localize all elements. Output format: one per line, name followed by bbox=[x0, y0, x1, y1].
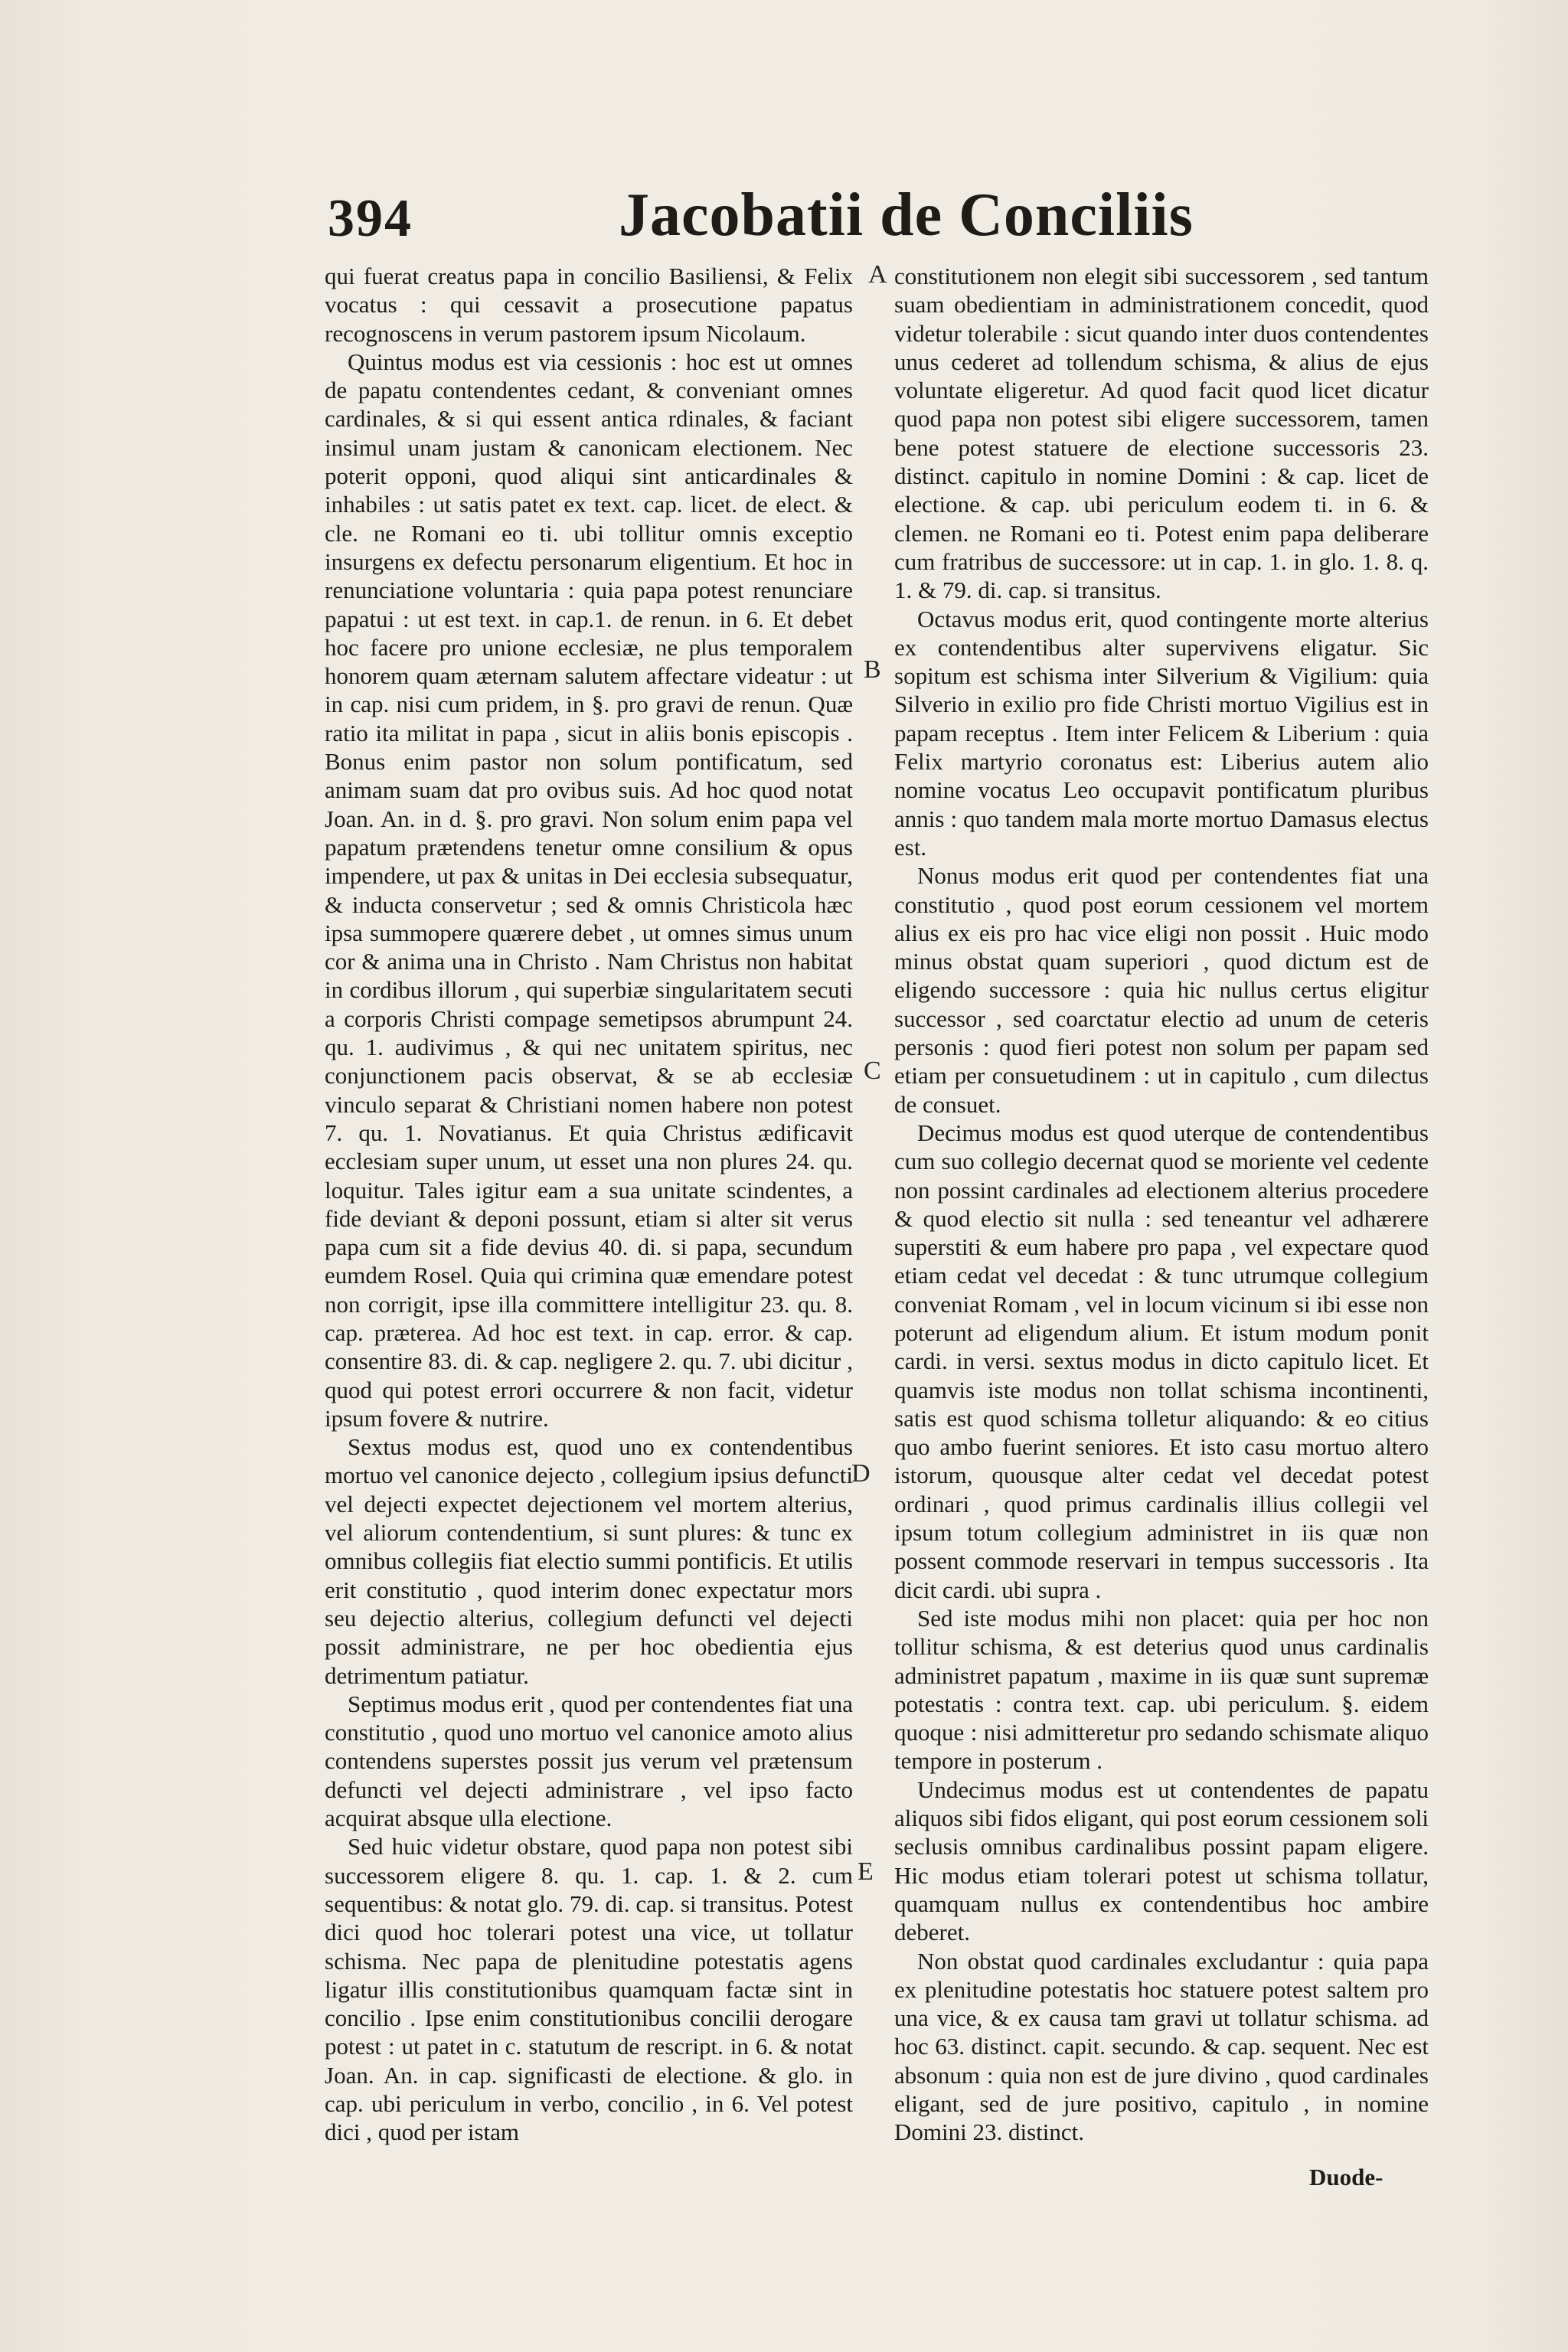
right-column bbox=[894, 262, 1429, 2147]
right-paragraph: Decimus modus est quod uterque de contendentibus cum suo collegio decernat quod se moriente vel cedente non possint cardinales ad electionem alterius procedere & quod electio sit nulla : sed teneantur vel adhærere superstiti & eum habere pro papa , vel expectare quod etiam cedat vel decedat : & tunc utrumque collegium conveniat Romam , vel in locum vicinum si ibi esse non poterunt ad eligendum alium. Et istum modum ponit cardi. in versi. sextus modus in dicto capitulo licet. Et quamvis iste modus non tollat schisma incontinenti, satis est quod schisma tolletur aliquando: & eo citius quo ambo fuerint seniores. Et isto casu mortuo altero istorum, quousque alter cedat vel decedat potest ordinari , quod primus cardinalis illius collegii vel ipsum totum collegium administret in iis quæ non possent commode reservari in tempus successoris . Ita dicit cardi. ubi supra . bbox=[894, 1119, 1429, 1603]
page-header bbox=[322, 181, 1432, 257]
right-paragraph: Octavus modus erit, quod contingente morte alterius ex contendentibus alter supervivens eligatur. Sic sopitum est schisma inter Silverium & Vigilium: quia Silverio in exilio pro fide Christi mortuo Vigilius est in papam receptus . Item inter Felicem & Liberium : quia Felix martyrio coronatus est: Liberius autem alio nomine vocatus Leo occupavit pontificatum pluribus annis : quo tandem mala morte mortuo Damasus electus est. bbox=[894, 605, 1429, 861]
margin-letter-d: D bbox=[851, 1459, 871, 1488]
right-paragraph: Undecimus modus est ut contendentes de papatu aliquos sibi fidos eligant, qui post eorum cessionem soli seclusis omnibus cardinalibus possint papam eligere. Hic modus etiam tolerari potest ut schisma tollatur, quamquam nullus ex contendentibus hoc ambire deberet. bbox=[894, 1775, 1429, 1946]
margin-letter-e: E bbox=[858, 1857, 874, 1886]
page-number: 394 bbox=[328, 189, 413, 248]
left-paragraph: Quintus modus est via cessionis : hoc est ut omnes de papatu contendentes cedant, & conveniant omnes cardinales, & si qui essent antica rdinales, & faciant insimul unam justam & canonicam electionem. Nec poterit opponi, quod aliqui sint anticardinales & inhabiles : ut satis patet ex text. cap. licet. de elect. & cle. ne Romani eo ti. ubi tollitur omnis exceptio insurgens ex defectu personarum eligentium. Et hoc in renunciatione voluntaria : quia papa potest renunciare papatui : ut est text. in cap.1. de renun. in 6. Et debet hoc facere pro unione ecclesiæ, ne plus temporalem honorem quam æternam salutem affectare videatur : ut in cap. nisi cum pridem, in §. pro gravi de renun. Quæ ratio ita militat in papa , sicut in aliis bonis episcopis . Bonus enim pastor non solum pontificatum, sed animam suam dat pro ovibus suis. Ad hoc quod notat Joan. An. in d. §. pro gravi. Non solum enim papa vel papatum prætendens tenetur omne consilium & opus impendere, ut pax & unitas in Dei ecclesia subsequatur, & inducta conservetur ; sed & omnis Christicola hæc ipsa summopere quærere debet , ut omnes simus unum cor & anima una in Christo . Nam Christus non habitat in cordibus illorum , qui superbiæ singularitatem secuti a corporis Christi compage semetipsos abrumpunt 24. qu. 1. audivimus , & qui nec unitatem spiritus, nec conjunctionem pacis observat, & se ab ecclesiæ vinculo separat & Christiani nomen habere non potest 7. qu. 1. Novatianus. Et quia Christus ædificavit ecclesiam super unum, ut esset una non plures 24. qu. loquitur. Tales igitur eam a sua unitate scindentes, a fide deviant & deponi possunt, etiam si alter sit verus papa cum sit a fide devius 40. di. si papa, secundum eumdem Rosel. Quia qui crimina quæ emendare potest non corrigit, ipse illa committere intelligitur 23. qu. 8. cap. præterea. Ad hoc est text. in cap. error. & cap. consentire 83. di. & cap. negligere 2. qu. 7. ubi dicitur , quod qui potest errori occurrere & non facit, videtur ipsum fovere & nutrire. bbox=[325, 348, 853, 1432]
catchword: Duode- bbox=[1309, 2164, 1383, 2190]
right-paragraph: Nonus modus erit quod per contendentes fiat una constitutio , quod post eorum cessionem vel mortem alius ex eis pro hac vice eligi non possit . Huic modo minus obstat quam superiori , quod dictum est de eligendo successore : quia hic nullus certus eligitur successor , sed coarctatur electio ad unum de ceteris personis : quod fieri potest non solum per papam sed etiam per consuetudinem : ut in capitulo , cum dilectus de consuet. bbox=[894, 862, 1429, 1118]
right-paragraph: Non obstat quod cardinales excludantur : quia papa ex plenitudine potestatis hoc statuere potest saltem pro una vice, & ex causa tam gravi ut tollatur schisma. ad hoc 63. distinct. capit. secundo. & cap. sequent. Nec est absonum : quia non est de jure divino , quod cardinales eligant, sed de jure positivo, capitulo , in nomine Domini 23. distinct. bbox=[894, 1947, 1429, 2146]
left-paragraph: Septimus modus erit , quod per contendentes fiat una constitutio , quod uno mortuo vel canonice amoto alius contendens superstes possit jus verum vel prætensum defuncti vel dejecti administrare , vel ipso facto acquirat absque ulla electione. bbox=[325, 1690, 853, 1832]
left-paragraph: Sextus modus est, quod uno ex contendentibus mortuo vel canonice dejecto , collegium ipsius defuncti vel dejecti expectet dejectionem vel mortem alterius, vel aliorum contendentium, si sunt plures: & tunc ex omnibus collegiis fiat electio summi pontificis. Et utilis erit constitutio , quod interim donec expectatur mors seu dejectio alterius, collegium defuncti vel dejecti possit administrare, ne per hoc obedientia ejus detrimentum patiatur. bbox=[325, 1433, 853, 1689]
margin-letter-b: B bbox=[864, 655, 881, 684]
margin-letter-c: C bbox=[864, 1057, 881, 1085]
margin-letter-a: A bbox=[868, 260, 887, 289]
right-paragraph: Sed iste modus mihi non placet: quia per hoc non tollitur schisma, & est deterius quod unus cardinalis administret papatum , maxime in iis quæ sunt supremæ potestatis : contra text. cap. ubi periculum. §. eidem quoque : nisi admitteretur pro sedando schismate aliquo tempore in posterum . bbox=[894, 1604, 1429, 1775]
left-paragraph: Sed huic videtur obstare, quod papa non potest sibi successorem eligere 8. qu. 1. cap. 1. & 2. cum sequentibus: & notat glo. 79. di. cap. si transitus. Potest dici quod hoc tolerari potest una vice, ut tollatur schisma. Nec papa de plenitudine potestatis agens ligatur illis constitutionibus quamquam factæ sint in concilio . Ipse enim constitutionibus concilii derogare potest : ut patet in c. statutum de rescript. in 6. & notat Joan. An. in cap. significasti de electione. & glo. in cap. ubi periculum in verbo, concilio , in 6. Vel potest dici , quod per istam bbox=[325, 1833, 853, 2146]
left-paragraph: qui fuerat creatus papa in concilio Basiliensi, & Felix vocatus : qui cessavit a prosecutione papatus recognoscens in verum pastorem ipsum Nicolaum. bbox=[325, 263, 853, 347]
right-paragraph: constitutionem non elegit sibi successorem , sed tantum suam obedientiam in administrationem concedit, quod videtur tolerabile : sicut quando inter duos contendentes unus cederet ad tollendum schisma, & alius de ejus voluntate eligeretur. Ad quod facit quod licet dicatur quod papa non potest sibi eligere successorem, tamen bene potest statuere de electione successoris 23. distinct. capitulo in nomine Domini : & cap. licet de electione. & cap. ubi periculum eodem ti. in 6. & clemen. ne Romani eo ti. Potest enim papa deliberare cum fratribus de successore: ut in cap. 1. in glo. 1. 8. q. 1. & 79. di. cap. si transitus. bbox=[894, 263, 1429, 604]
left-column bbox=[325, 262, 853, 2147]
running-title: Jacobatii de Conciliis bbox=[619, 181, 1194, 249]
